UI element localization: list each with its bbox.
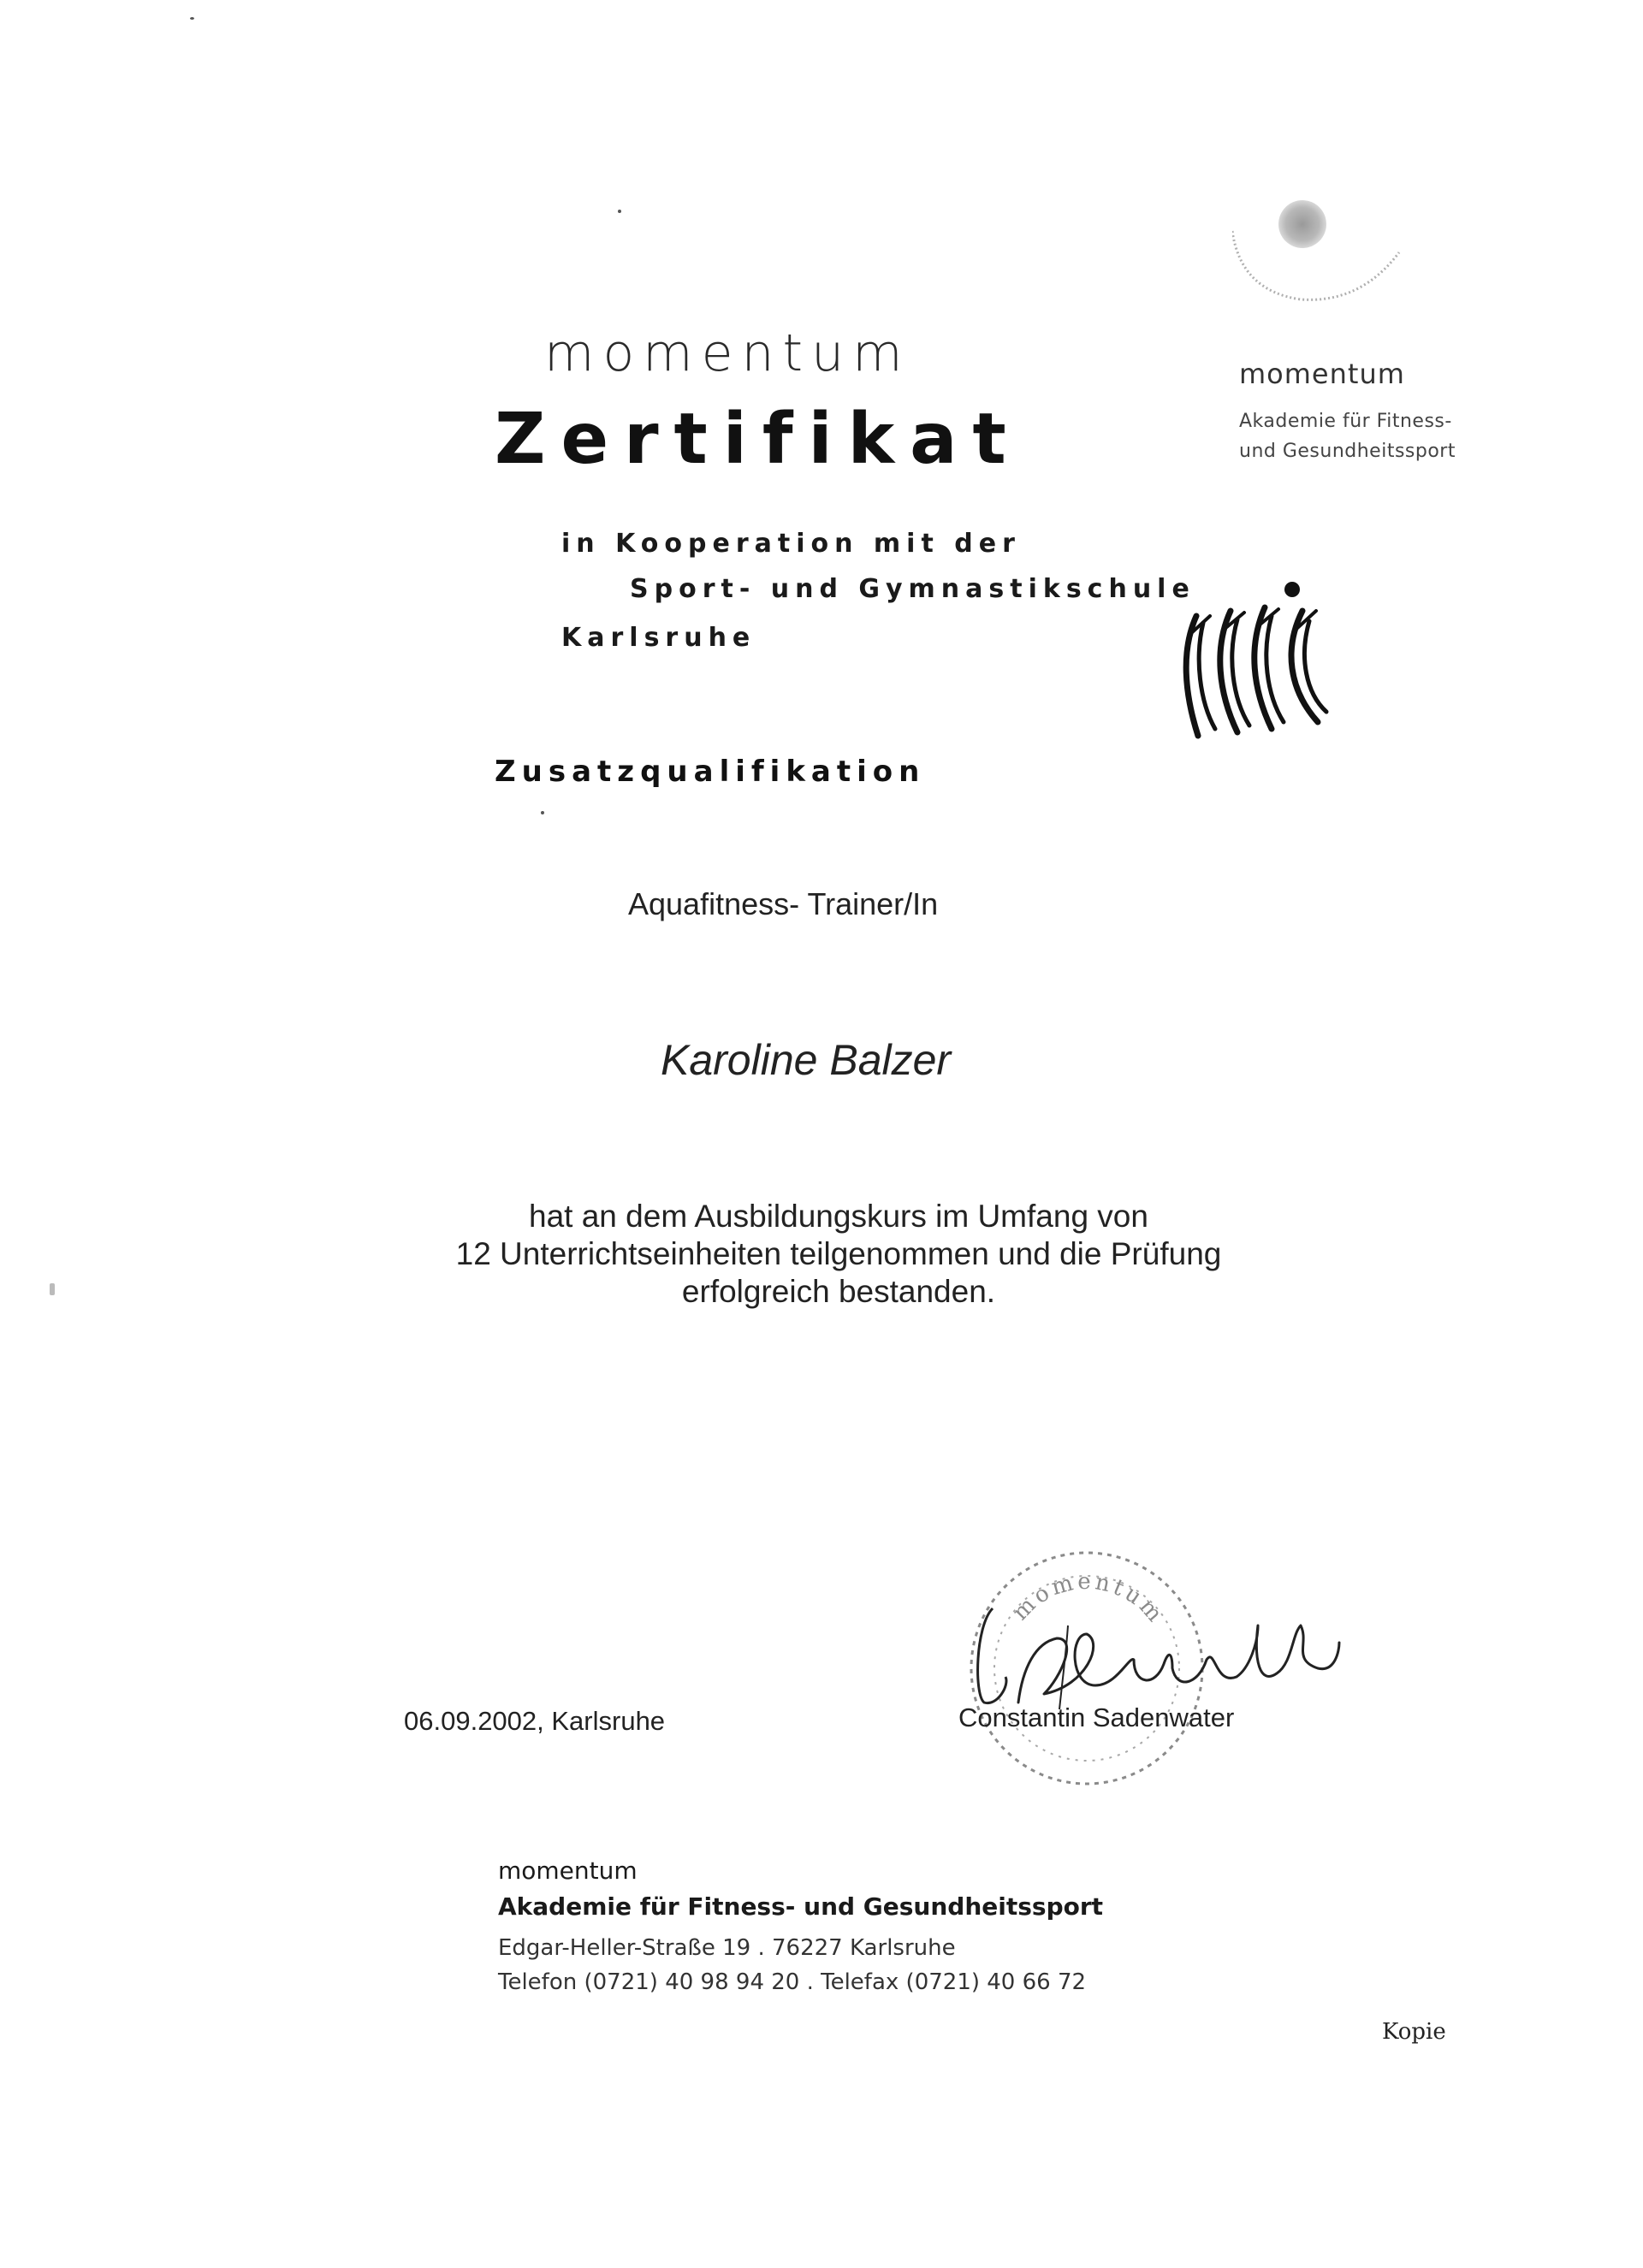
footer-address: Edgar-Heller-Straße 19 . 76227 Karlsruhe [498,1935,956,1961]
cooperation-line-3: Karlsruhe [561,623,756,653]
cooperation-line-2: Sport- und Gymnastikschule [630,574,1195,604]
issue-date-place: 06.09.2002, Karlsruhe [404,1706,666,1736]
sport-school-figures-icon [1172,582,1343,753]
statement-line-3: erfolgreich bestanden. [681,1274,996,1309]
footer-brand: momentum [498,1856,638,1885]
scan-speck [50,1283,55,1295]
logo-line-1: Akademie für Fitness- [1239,411,1452,432]
footer-contact: Telefon (0721) 40 98 94 20 . Telefax (0721) 40 66 72 [498,1969,1087,1995]
certificate-statement [411,1198,1266,1311]
certificate-title: Zertifikat [495,399,1022,480]
recipient-name: Karoline Balzer [661,1036,952,1084]
signer-name: Constantin Sadenwater [958,1702,1235,1732]
statement-line-1: hat an dem Ausbildungskurs im Umfang von [529,1199,1148,1234]
footer-organization: Akademie für Fitness- und Gesundheitssport [498,1892,1104,1921]
scan-speck [190,17,194,20]
brand-wordmark: momentum [544,323,911,383]
scan-speck [618,210,621,213]
logo-brand: momentum [1239,358,1405,390]
qualification-type: Zusatzqualifikation [495,755,926,789]
statement-line-2: 12 Unterrichtseinheiten teilgenommen und die Prüfung [455,1236,1222,1271]
stamp-text: momentum [1007,1568,1170,1630]
cooperation-line-1: in Kooperation mit der [561,529,1021,559]
qualification-title: Aquafitness- Trainer/In [628,886,939,921]
scan-speck [541,811,544,814]
copy-mark: Kopie [1382,2019,1446,2045]
handwritten-signature-icon [958,1591,1352,1720]
logo-line-2: und Gesundheitssport [1239,441,1456,462]
